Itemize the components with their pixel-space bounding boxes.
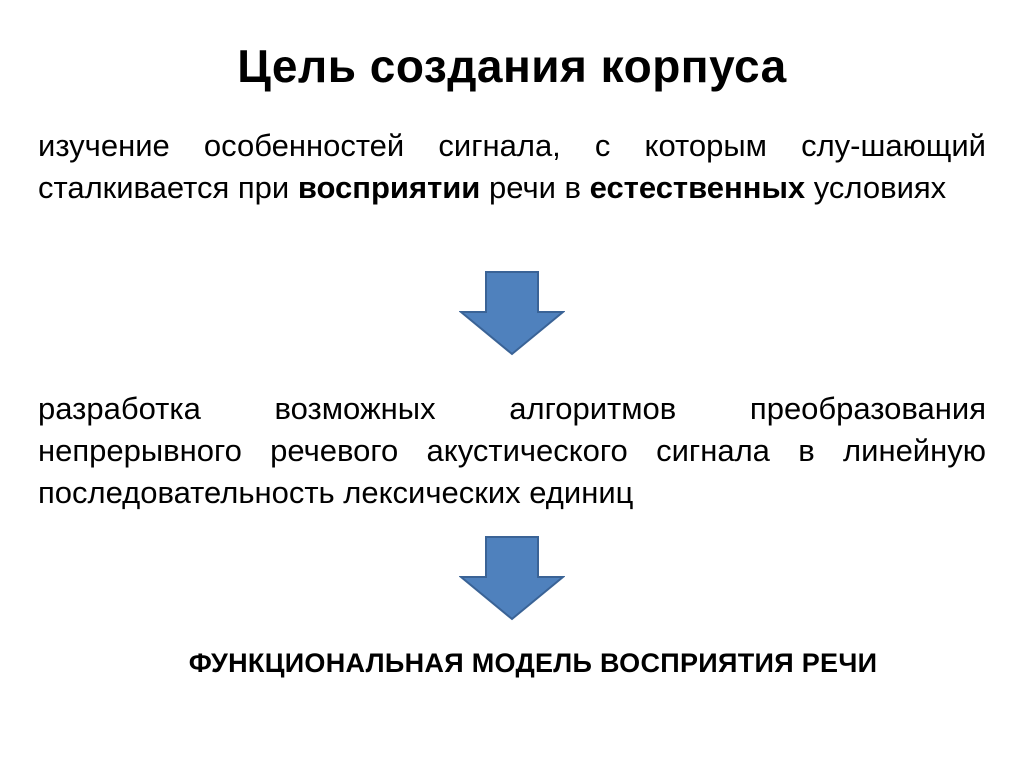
goal-text-part-1: изучение особенностей сигнала, с которым слу-шающий сталкивается при — [38, 128, 986, 205]
goal-bold-perception: восприятии — [297, 170, 481, 205]
down-arrow-icon — [459, 535, 565, 621]
goal-text-part-3: условиях — [805, 170, 947, 205]
down-arrow-shape — [461, 537, 563, 619]
goal-paragraph — [38, 125, 986, 209]
down-arrow-shape — [461, 272, 563, 354]
result-heading: ФУНКЦИОНАЛЬНАЯ МОДЕЛЬ ВОСПРИЯТИЯ РЕЧИ — [188, 648, 878, 678]
goal-text-part-2: речи в — [480, 170, 590, 205]
slide-title: Цель создания корпуса — [237, 40, 787, 92]
down-arrow-icon — [459, 270, 565, 356]
algorithm-paragraph: разработка возможных алгоритмов преобразования непрерывного речевого акустического сигнала в линейную последовательность лексических единиц — [38, 391, 986, 510]
goal-bold-natural: естественных — [589, 170, 806, 205]
